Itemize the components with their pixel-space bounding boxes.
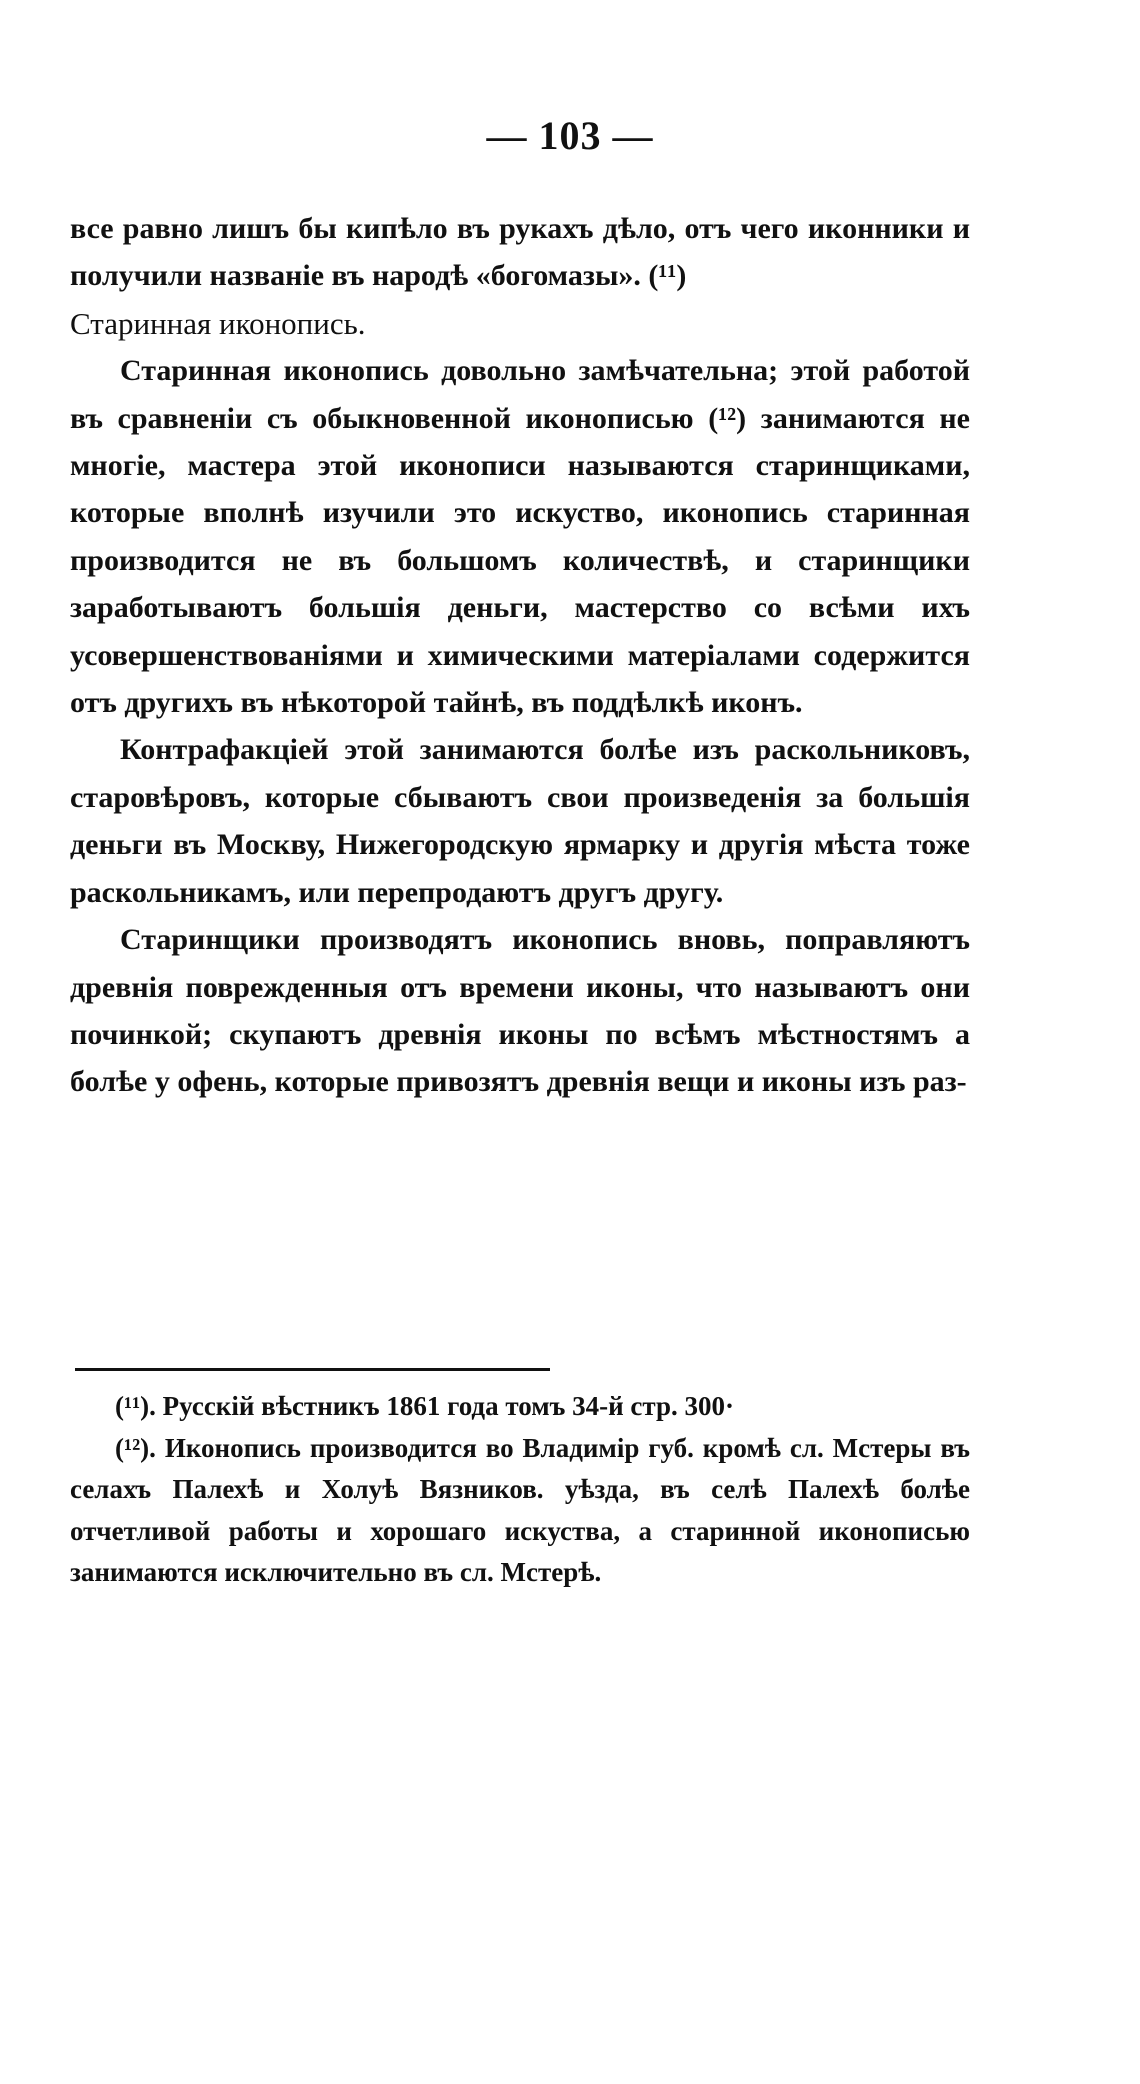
footnote-12: (¹²). Иконопись производится во Владимір губ. кромѣ сл. Мстеры въ селахъ Палехѣ и Холуѣ Вязников. уѣзда, въ селѣ Палехѣ болѣе отчетливой работы и хорошаго искуства, а старинной иконописью занимаются исключительно въ сл. Мстерѣ. bbox=[70, 1432, 970, 1587]
main-text bbox=[70, 205, 970, 1106]
footnote-11: (¹¹). Русскій вѣстникъ 1861 года томъ 34-й стр. 300· bbox=[115, 1391, 734, 1421]
body-paragraph-1: Старинная иконопись довольно замѣчательна; этой работой въ сравненіи съ обыкновенной иконописью (¹²) занимаются не многіе, мастера этой иконописи называются старинщиками, которые вполнѣ изучили это искуство, иконопись старинная производится не въ большомъ количествѣ, и старинщики заработываютъ большія деньги, мастерство со всѣми ихъ усовершенствованіями и химическими матеріалами содержится отъ другихъ въ нѣкоторой тайнѣ, въ поддѣлкѣ иконъ. bbox=[70, 354, 970, 720]
page-number: — 103 — bbox=[486, 113, 654, 158]
footnotes bbox=[70, 1386, 970, 1594]
footnote-rule bbox=[75, 1368, 550, 1371]
section-heading: Старинная иконопись. bbox=[70, 305, 366, 341]
body-paragraph-3: Старинщики производятъ иконопись вновь, поправляютъ древнія поврежденныя отъ времени иконы, что называютъ они починкой; скупаютъ древнія иконы по всѣмъ мѣстностямъ а болѣе у офень, которые привозятъ древнія вещи и иконы изъ раз- bbox=[70, 923, 970, 1099]
body-paragraph-2: Контрафакціей этой занимаются болѣе изъ раскольниковъ, старовѣровъ, которые сбываютъ свои произведенія за большія деньги въ Москву, Нижегородскую ярмарку и другія мѣста тоже раскольникамъ, или перепродаютъ другъ другу. bbox=[70, 733, 970, 909]
continued-paragraph: все равно лишъ бы кипѣло въ рукахъ дѣло, отъ чего иконники и получили названіе въ народѣ «богомазы». (¹¹) bbox=[70, 212, 970, 293]
